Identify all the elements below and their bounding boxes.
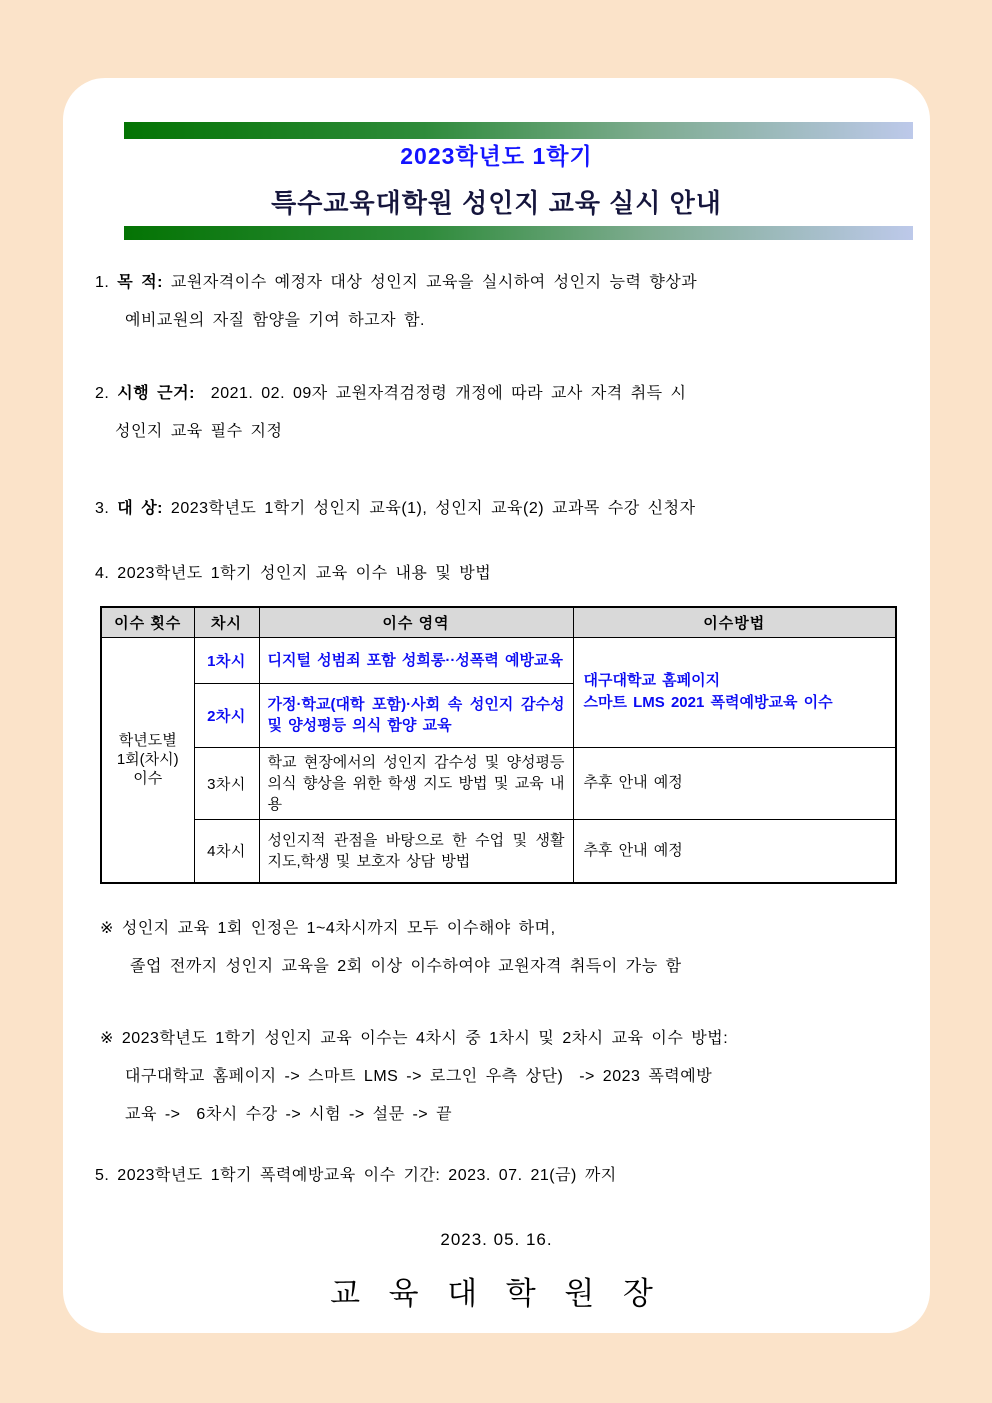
method-line: 대구대학교 홈페이지: [583, 672, 721, 689]
table-header-row: [101, 607, 896, 637]
section-2-basis-line1: [95, 383, 687, 405]
reference-mark: ※: [100, 1030, 122, 1047]
section-number: 2.: [95, 385, 110, 402]
note-text: 2023학년도 1학기 성인지 교육 이수는 4차시 중 1차시 및 2차시 교육 이수 방법:: [121, 1030, 729, 1047]
method-line: 스마트 LMS 2021 폭력예방교육 이수: [583, 694, 833, 711]
cell-count-merged: [101, 637, 194, 883]
cell-session-3: 3차시: [194, 747, 259, 819]
count-line: 학년도별: [118, 732, 177, 750]
header-cell-method: 이수방법: [573, 607, 896, 637]
section-label: 대 상:: [117, 500, 163, 517]
semester-title: 2023학년도 1학기: [400, 143, 593, 169]
bottom-gradient-bar: [124, 226, 913, 240]
cell-area-3: 학교 현장에서의 성인지 감수성 및 양성평등 의식 향상을 위한 학생 지도 방법 및 교육 내용: [259, 747, 573, 819]
education-completion-table: [100, 606, 897, 884]
table-row: [101, 637, 896, 683]
section-number: 5.: [95, 1167, 110, 1184]
section-text: 2021. 02. 09자 교원자격검정령 개정에 따라 교사 자격 취득 시: [194, 385, 687, 402]
cell-area-4: 성인지적 관점을 바탕으로 한 수업 및 생활지도,학생 및 보호자 상담 방법: [259, 819, 573, 883]
section-text: 교원자격이수 예정자 대상 성인지 교육을 실시하여 성인지 능력 향상과: [162, 274, 698, 291]
main-title: 특수교육대학원 성인지 교육 실시 안내: [271, 188, 722, 218]
count-line: 1회(차시): [116, 751, 179, 769]
signature-dean-of-graduate-school: 교 육 대 학 원 장: [330, 1276, 663, 1311]
cell-method-merged-1-2: [573, 637, 896, 747]
section-1-purpose-line2: 예비교원의 자질 함양을 기여 하고자 함.: [125, 312, 425, 329]
note-2-line1: [100, 1028, 728, 1050]
section-2-basis-line2: 성인지 교육 필수 지정: [115, 423, 283, 440]
section-text: 2023학년도 1학기 성인지 교육 이수 내용 및 방법: [109, 565, 492, 582]
section-5-period-line: [95, 1165, 617, 1187]
cell-method-4: 추후 안내 예정: [573, 819, 896, 883]
cell-session-1: 1차시: [194, 637, 259, 683]
section-text: 2023학년도 1학기 폭력예방교육 이수 기간: 2023. 07. 21(금) 까지: [109, 1167, 617, 1184]
section-3-target-line: [95, 498, 696, 520]
section-label: 목 적:: [117, 274, 163, 291]
section-text: 2023학년도 1학기 성인지 교육(1), 성인지 교육(2) 교과목 수강 신청자: [162, 500, 696, 517]
cell-area-1: 디지털 성범죄 포함 성희롱··성폭력 예방교육: [259, 637, 573, 683]
section-number: 4.: [95, 565, 110, 582]
note-1-line2: 졸업 전까지 성인지 교육을 2회 이상 이수하여야 교원자격 취득이 가능 함: [130, 958, 682, 975]
cell-session-2: 2차시: [194, 683, 259, 747]
note-1-line1: [100, 918, 556, 940]
section-1-purpose-line1: [95, 272, 697, 294]
reference-mark: ※: [100, 920, 122, 937]
section-number: 1.: [95, 274, 110, 291]
cell-area-2: 가정·학교(대학 포함)·사회 속 성인지 감수성 및 양성평등 의식 함양 교육: [259, 683, 573, 747]
header-cell-area: 이수 영역: [259, 607, 573, 637]
header-cell-count: 이수 횟수: [101, 607, 194, 637]
section-4-method-heading: [95, 563, 491, 585]
section-number: 3.: [95, 500, 110, 517]
issue-date: 2023. 05. 16.: [440, 1230, 553, 1249]
table-row: [101, 747, 896, 819]
note-2-line2: 대구대학교 홈페이지 -> 스마트 LMS -> 로그인 우측 상단) -> 2023 폭력예방: [125, 1068, 713, 1085]
count-line: 이수: [133, 770, 163, 788]
cell-method-3: 추후 안내 예정: [573, 747, 896, 819]
table-row: [101, 819, 896, 883]
note-text: 성인지 교육 1회 인정은 1~4차시까지 모두 이수해야 하며,: [121, 920, 556, 937]
document-card: [63, 78, 930, 1333]
section-label: 시행 근거:: [117, 385, 195, 402]
note-2-line3: 교육 -> 6차시 수강 -> 시험 -> 설문 -> 끝: [125, 1106, 453, 1123]
header-cell-session: 차시: [194, 607, 259, 637]
top-gradient-bar: [124, 122, 913, 139]
cell-session-4: 4차시: [194, 819, 259, 883]
